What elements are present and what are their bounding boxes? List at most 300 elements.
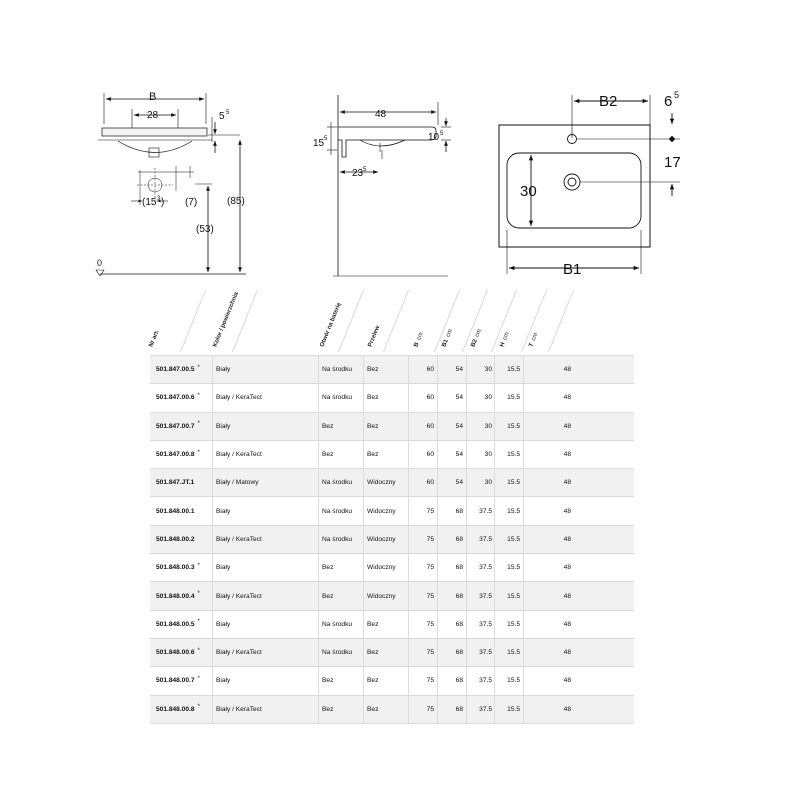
column-separator	[523, 639, 524, 666]
column-separator	[523, 582, 524, 609]
column-separator	[437, 611, 438, 638]
column-separator	[466, 696, 467, 723]
cell-b-text: 60	[426, 422, 434, 430]
cell-b	[412, 582, 434, 609]
cell-t	[549, 554, 571, 581]
cell-t-text: 48	[563, 535, 571, 543]
cell-color-surface	[216, 667, 230, 694]
cell-t-text: 48	[563, 366, 571, 374]
cell-color-surface	[216, 582, 262, 609]
cell-b	[412, 384, 434, 411]
cell-color-surface-text: Biały	[216, 677, 231, 685]
cell-h-text: 15.5	[507, 451, 520, 459]
column-separator	[363, 384, 364, 411]
header-unit: cm	[474, 328, 483, 339]
column-separator	[363, 497, 364, 524]
cell-t-text: 48	[563, 479, 571, 487]
cell-color-surface	[216, 497, 230, 524]
cell-overflow-text: Widoczny	[367, 564, 396, 572]
header-art-number	[148, 329, 160, 348]
column-separator	[494, 356, 495, 383]
cell-b1	[441, 639, 463, 666]
cell-color-surface-text: Biały	[216, 366, 231, 374]
cell-b2-text: 37.5	[479, 677, 492, 685]
cell-b2-text: 37.5	[479, 535, 492, 543]
column-separator	[437, 384, 438, 411]
table-row	[150, 638, 634, 666]
header-divider	[383, 290, 409, 352]
cell-h-text: 15.5	[507, 422, 520, 430]
cell-h	[498, 413, 520, 440]
column-separator	[363, 413, 364, 440]
cell-art-number-text: 501.848.00.5	[156, 620, 195, 628]
cell-b	[412, 554, 434, 581]
cell-art-number	[156, 384, 200, 411]
column-separator	[363, 356, 364, 383]
cell-art-number	[156, 582, 200, 609]
cell-b-text: 75	[426, 564, 434, 572]
cell-tap-hole	[322, 696, 333, 723]
dim-23-label: 23	[352, 168, 364, 179]
cell-overflow	[367, 384, 378, 411]
cell-b1-text: 68	[455, 564, 463, 572]
cell-tap-hole	[322, 441, 333, 468]
header-h	[499, 332, 510, 348]
column-separator	[363, 639, 364, 666]
column-separator	[363, 526, 364, 553]
cell-h-text: 15.5	[507, 705, 520, 713]
cell-b-text: 75	[426, 649, 434, 657]
header-b2	[470, 328, 483, 348]
header-t	[528, 332, 539, 348]
cell-color-surface	[216, 526, 262, 553]
header-tap-hole-label: Otwór na baterię	[319, 301, 343, 348]
cell-b1-text: 54	[455, 479, 463, 487]
cell-t-text: 48	[563, 564, 571, 572]
table-row	[150, 468, 634, 496]
cell-b1-text: 68	[455, 507, 463, 515]
column-separator	[212, 611, 213, 638]
table-row	[150, 581, 634, 609]
cell-b2-text: 37.5	[479, 507, 492, 515]
cell-t	[549, 667, 571, 694]
cell-overflow	[367, 497, 396, 524]
column-separator	[212, 469, 213, 496]
cell-h-text: 15.5	[507, 535, 520, 543]
cell-overflow-text: Bez	[367, 620, 379, 628]
column-separator	[363, 611, 364, 638]
cell-tap-hole	[322, 497, 352, 524]
column-separator	[408, 497, 409, 524]
column-separator	[466, 413, 467, 440]
column-separator	[318, 582, 319, 609]
cell-color-surface-text: Biały / KeraTect	[216, 451, 262, 459]
cell-b1	[441, 356, 463, 383]
column-separator	[494, 639, 495, 666]
cell-tap-hole	[322, 554, 333, 581]
cell-b2	[470, 667, 492, 694]
header-b2-label: B2	[470, 338, 479, 348]
dim-53-label: (53)	[196, 224, 214, 235]
cell-tap-hole	[322, 356, 352, 383]
cell-b1	[441, 611, 463, 638]
table-row	[150, 412, 634, 440]
cell-overflow-text: Bez	[367, 451, 379, 459]
cell-art-number	[156, 497, 198, 524]
column-separator	[318, 497, 319, 524]
cell-color-surface-text: Biały	[216, 507, 231, 515]
cell-b-text: 60	[426, 451, 434, 459]
cell-art-number-text: 501.848.00.3	[156, 564, 195, 572]
cell-h-text: 15.5	[507, 394, 520, 402]
column-separator	[408, 611, 409, 638]
cell-tap-hole-text: Na środku	[322, 366, 353, 374]
column-separator	[318, 469, 319, 496]
column-separator	[408, 696, 409, 723]
cell-b-text: 60	[426, 479, 434, 487]
cell-h	[498, 667, 520, 694]
column-separator	[363, 696, 364, 723]
column-separator	[494, 582, 495, 609]
column-separator	[318, 526, 319, 553]
cell-h-text: 15.5	[507, 507, 520, 515]
cell-t-text: 48	[563, 620, 571, 628]
header-unit: cm	[530, 332, 540, 342]
column-separator	[318, 413, 319, 440]
cell-b	[412, 413, 434, 440]
column-separator	[466, 611, 467, 638]
cell-art-number-text: 501.848.00.2	[156, 535, 195, 543]
cell-b	[412, 441, 434, 468]
column-separator	[212, 696, 213, 723]
cell-b2	[470, 356, 492, 383]
column-separator	[408, 469, 409, 496]
cell-tap-hole-text: Bez	[322, 592, 334, 600]
cell-tap-hole	[322, 611, 352, 638]
cell-h	[498, 469, 520, 496]
column-separator	[437, 667, 438, 694]
column-separator	[212, 526, 213, 553]
cell-t-text: 48	[563, 592, 571, 600]
header-overflow	[367, 325, 381, 348]
cell-h	[498, 384, 520, 411]
dim-85-label: (85)	[227, 196, 245, 207]
cell-b	[412, 639, 434, 666]
cell-t	[549, 497, 571, 524]
cell-h	[498, 441, 520, 468]
dim-15-sup: 3	[157, 196, 161, 202]
cell-tap-hole	[322, 582, 333, 609]
cell-b2	[470, 413, 492, 440]
column-separator	[523, 554, 524, 581]
cell-h-text: 15.5	[507, 649, 520, 657]
dim-28-label: 28	[147, 110, 159, 121]
cell-b1-text: 68	[455, 592, 463, 600]
cell-b-text: 75	[426, 592, 434, 600]
dim-b2-label: B2	[599, 93, 618, 110]
cell-t	[549, 384, 571, 411]
cell-color-surface	[216, 554, 230, 581]
cell-b	[412, 526, 434, 553]
cell-overflow-text: Bez	[367, 366, 379, 374]
dim-b1-label: B1	[563, 261, 582, 278]
cell-tap-hole	[322, 469, 352, 496]
dim-b-label: B	[149, 91, 157, 103]
column-separator	[466, 469, 467, 496]
column-separator	[408, 582, 409, 609]
dim-5-sup: 5	[226, 110, 230, 116]
footnote-star: *	[197, 619, 200, 626]
dim-6-sup: 5	[674, 90, 680, 100]
cell-t	[549, 469, 571, 496]
cell-b2-text: 30	[484, 451, 492, 459]
footnote-star: *	[197, 591, 200, 598]
table-header-row	[0, 290, 800, 354]
column-separator	[363, 441, 364, 468]
column-separator	[212, 667, 213, 694]
cell-tap-hole-text: Bez	[322, 451, 334, 459]
cell-t-text: 48	[563, 451, 571, 459]
column-separator	[318, 384, 319, 411]
column-separator	[318, 667, 319, 694]
cell-overflow-text: Widoczny	[367, 507, 396, 515]
cell-t	[549, 696, 571, 723]
cell-color-surface	[216, 639, 262, 666]
cell-tap-hole-text: Na środku	[322, 479, 353, 487]
dim-15-side-sup: 5	[324, 136, 328, 142]
column-separator	[466, 639, 467, 666]
cell-t-text: 48	[563, 649, 571, 657]
header-unit: cm	[416, 331, 425, 342]
cell-b2	[470, 696, 492, 723]
cell-b2	[470, 611, 492, 638]
cell-art-number-text: 501.847.00.7	[156, 422, 195, 430]
cell-b2	[470, 639, 492, 666]
cell-b1-text: 54	[455, 451, 463, 459]
cell-b-text: 75	[426, 677, 434, 685]
header-t-label: T	[528, 342, 536, 348]
cell-h-text: 15.5	[507, 564, 520, 572]
dim-15-close: )	[161, 197, 165, 208]
header-unit: cm	[502, 331, 511, 342]
cell-overflow-text: Bez	[367, 649, 379, 657]
cell-overflow	[367, 356, 378, 383]
cell-b2	[470, 526, 492, 553]
cell-b1-text: 68	[455, 705, 463, 713]
cell-b1-text: 68	[455, 620, 463, 628]
cell-overflow	[367, 469, 396, 496]
column-separator	[466, 526, 467, 553]
cell-color-surface-text: Biały / KeraTect	[216, 394, 262, 402]
table-row	[150, 496, 634, 524]
column-separator	[466, 384, 467, 411]
cell-b1-text: 54	[455, 422, 463, 430]
cell-b1-text: 68	[455, 535, 463, 543]
cell-h-text: 15.5	[507, 479, 520, 487]
cell-art-number	[156, 441, 200, 468]
cell-b1	[441, 441, 463, 468]
cell-h-text: 15.5	[507, 366, 520, 374]
cell-h	[498, 356, 520, 383]
cell-overflow	[367, 441, 378, 468]
cell-tap-hole-text: Na środku	[322, 394, 353, 402]
cell-overflow-text: Bez	[367, 422, 379, 430]
footnote-star: *	[197, 449, 200, 456]
column-separator	[494, 526, 495, 553]
cell-h	[498, 611, 520, 638]
cell-art-number	[156, 413, 200, 440]
column-separator	[523, 469, 524, 496]
cell-overflow-text: Bez	[367, 677, 379, 685]
column-separator	[318, 554, 319, 581]
dim-5-label: 5	[219, 111, 225, 122]
cell-b-text: 75	[426, 705, 434, 713]
cell-b2-text: 30	[484, 479, 492, 487]
cell-h	[498, 582, 520, 609]
dim-17-label: 17	[664, 154, 681, 171]
cell-t	[549, 582, 571, 609]
cell-b1	[441, 582, 463, 609]
column-separator	[437, 356, 438, 383]
column-separator	[523, 384, 524, 411]
cell-h	[498, 497, 520, 524]
cell-b1	[441, 413, 463, 440]
cell-b2-text: 37.5	[479, 705, 492, 713]
cell-h	[498, 696, 520, 723]
side-view-labels	[313, 109, 444, 179]
cell-t	[549, 639, 571, 666]
cell-tap-hole-text: Na środku	[322, 649, 353, 657]
cell-h-text: 15.5	[507, 592, 520, 600]
column-separator	[408, 384, 409, 411]
cell-h	[498, 554, 520, 581]
column-separator	[212, 356, 213, 383]
column-separator	[523, 696, 524, 723]
cell-color-surface	[216, 413, 230, 440]
column-separator	[363, 469, 364, 496]
cell-b1	[441, 469, 463, 496]
product-table	[150, 355, 634, 724]
column-separator	[466, 667, 467, 694]
header-tap-hole	[319, 302, 342, 348]
column-separator	[523, 526, 524, 553]
header-b-label: B	[413, 341, 421, 348]
footnote-star: *	[197, 675, 200, 682]
cell-overflow	[367, 582, 396, 609]
column-separator	[212, 582, 213, 609]
cell-b2-text: 30	[484, 366, 492, 374]
footnote-star: *	[197, 392, 200, 399]
column-separator	[523, 356, 524, 383]
column-separator	[408, 639, 409, 666]
header-divider	[548, 290, 574, 352]
cell-b-text: 75	[426, 535, 434, 543]
column-separator	[408, 554, 409, 581]
cell-overflow-text: Widoczny	[367, 592, 396, 600]
footnote-star: *	[197, 647, 200, 654]
cell-color-surface	[216, 611, 230, 638]
dim-48-label: 48	[375, 109, 387, 120]
column-separator	[494, 554, 495, 581]
cell-art-number-text: 501.847.JT.1	[156, 479, 195, 487]
cell-art-number-text: 501.847.00.5	[156, 366, 195, 374]
table-row	[150, 553, 634, 581]
cell-b1-text: 68	[455, 677, 463, 685]
cell-art-number	[156, 554, 200, 581]
cell-color-surface-text: Biały / KeraTect	[216, 649, 262, 657]
column-separator	[318, 639, 319, 666]
cell-overflow	[367, 554, 396, 581]
cell-t-text: 48	[563, 394, 571, 402]
cell-color-surface-text: Biały	[216, 564, 231, 572]
dim-6-label: 6	[664, 93, 673, 110]
cell-b1	[441, 497, 463, 524]
cell-b2-text: 37.5	[479, 564, 492, 572]
cell-h-text: 15.5	[507, 620, 520, 628]
dim-15-side-label: 15	[313, 138, 325, 149]
cell-overflow-text: Widoczny	[367, 535, 396, 543]
cell-art-number	[156, 526, 198, 553]
cell-art-number	[156, 667, 200, 694]
cell-h	[498, 526, 520, 553]
column-separator	[466, 582, 467, 609]
cell-color-surface-text: Biały	[216, 422, 231, 430]
cell-h	[498, 639, 520, 666]
cell-overflow	[367, 639, 378, 666]
header-b	[413, 332, 424, 348]
column-separator	[494, 611, 495, 638]
column-separator	[494, 413, 495, 440]
cell-t-text: 48	[563, 677, 571, 685]
cell-b1-text: 54	[455, 394, 463, 402]
cell-b2	[470, 441, 492, 468]
column-separator	[494, 667, 495, 694]
cell-t	[549, 611, 571, 638]
cell-color-surface-text: Biały / KeraTect	[216, 592, 262, 600]
cell-tap-hole-text: Na środku	[322, 535, 353, 543]
column-separator	[318, 696, 319, 723]
cell-b2	[470, 384, 492, 411]
column-separator	[318, 356, 319, 383]
cell-tap-hole	[322, 667, 333, 694]
column-separator	[437, 413, 438, 440]
column-separator	[212, 639, 213, 666]
cell-art-number-text: 501.848.00.7	[156, 677, 195, 685]
column-separator	[437, 639, 438, 666]
table-row	[150, 525, 634, 553]
cell-b-text: 75	[426, 507, 434, 515]
cell-b1-text: 68	[455, 649, 463, 657]
cell-overflow	[367, 696, 378, 723]
column-separator	[523, 667, 524, 694]
side-view-drawing	[327, 95, 451, 276]
column-separator	[318, 441, 319, 468]
dim-10-label: 10	[428, 132, 440, 143]
cell-overflow	[367, 526, 396, 553]
cell-art-number	[156, 356, 200, 383]
cell-overflow	[367, 667, 378, 694]
cell-b1-text: 54	[455, 366, 463, 374]
cell-b2	[470, 469, 492, 496]
column-separator	[494, 497, 495, 524]
cell-t	[549, 526, 571, 553]
cell-art-number	[156, 696, 200, 723]
column-separator	[494, 441, 495, 468]
dim-10-sup: 5	[440, 131, 444, 137]
header-art-label: Nr art.	[148, 329, 161, 348]
cell-tap-hole	[322, 526, 352, 553]
dim-30-label: 30	[520, 183, 537, 200]
